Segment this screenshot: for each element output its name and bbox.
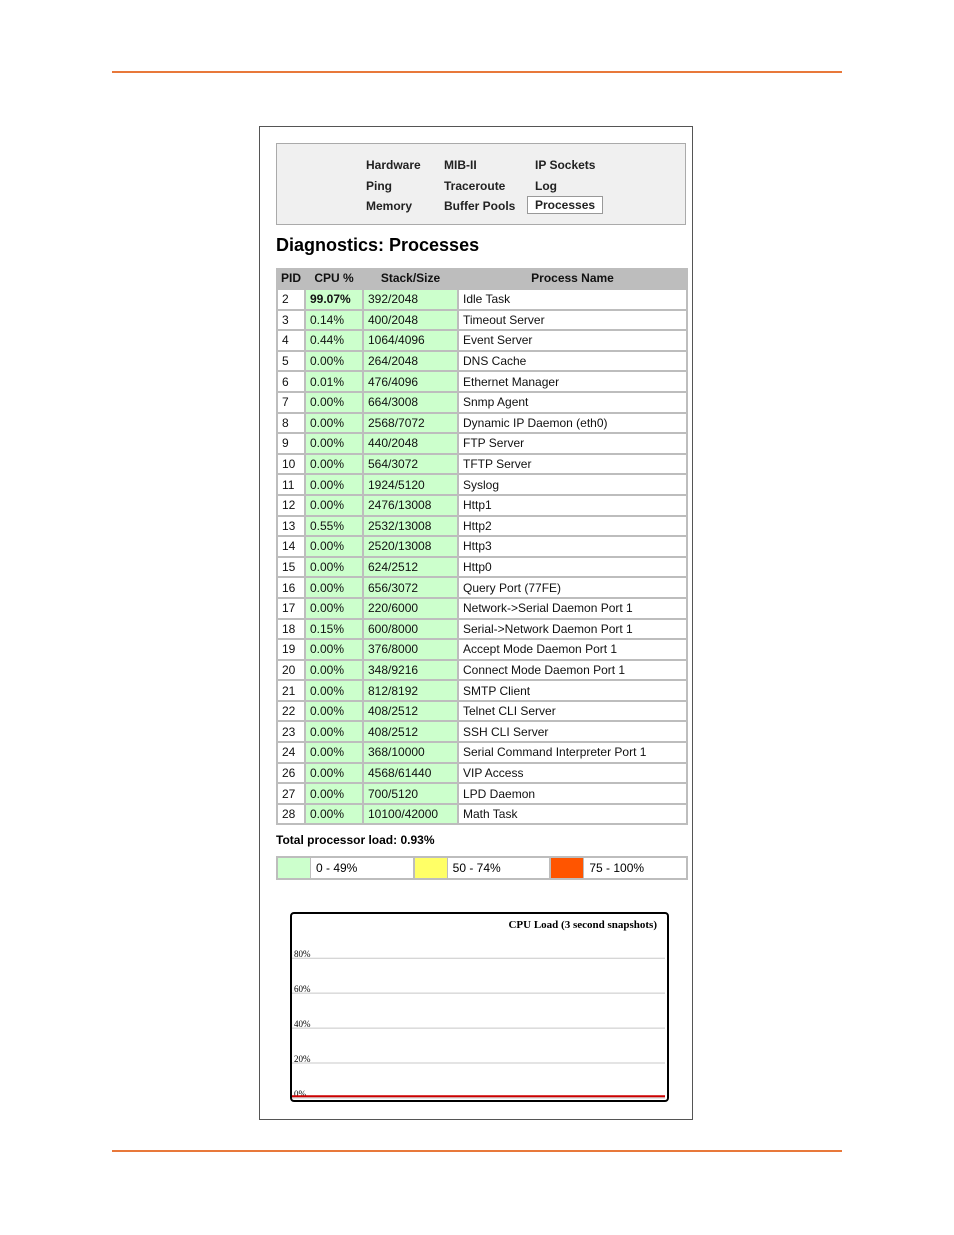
process-cpu: 0.00% <box>305 721 363 742</box>
process-stack-size: 4568/61440 <box>363 763 458 784</box>
process-pid: 11 <box>277 474 305 495</box>
process-stack-size: 564/3072 <box>363 454 458 475</box>
process-name: FTP Server <box>458 433 687 454</box>
process-pid: 9 <box>277 433 305 454</box>
process-name: Accept Mode Daemon Port 1 <box>458 639 687 660</box>
y-tick-label: 60% <box>294 984 311 995</box>
process-pid: 27 <box>277 783 305 804</box>
table-row <box>277 557 687 578</box>
process-name: Serial->Network Daemon Port 1 <box>458 619 687 640</box>
process-name: Network->Serial Daemon Port 1 <box>458 598 687 619</box>
process-pid: 10 <box>277 454 305 475</box>
process-pid: 7 <box>277 392 305 413</box>
table-row <box>277 577 687 598</box>
process-cpu: 0.00% <box>305 783 363 804</box>
process-stack-size: 400/2048 <box>363 310 458 331</box>
process-stack-size: 812/8192 <box>363 680 458 701</box>
bottom-rule <box>112 1150 842 1152</box>
process-pid: 17 <box>277 598 305 619</box>
process-cpu: 0.00% <box>305 433 363 454</box>
table-row <box>277 433 687 454</box>
process-name: LPD Daemon <box>458 783 687 804</box>
legend-swatch-high <box>551 858 584 878</box>
header-cpu: CPU % <box>305 268 363 289</box>
legend-label-high: 75 - 100% <box>589 861 645 875</box>
process-pid: 16 <box>277 577 305 598</box>
table-row <box>277 474 687 495</box>
process-cpu: 0.00% <box>305 639 363 660</box>
process-name: Math Task <box>458 804 687 825</box>
table-row <box>277 680 687 701</box>
process-name: Connect Mode Daemon Port 1 <box>458 660 687 681</box>
process-stack-size: 220/6000 <box>363 598 458 619</box>
process-cpu: 0.00% <box>305 660 363 681</box>
legend-label-mid: 50 - 74% <box>448 858 552 878</box>
process-pid: 19 <box>277 639 305 660</box>
process-name: Serial Command Interpreter Port 1 <box>458 742 687 763</box>
menu-item-processes[interactable]: Processes <box>527 196 603 214</box>
process-cpu: 0.00% <box>305 701 363 722</box>
process-stack-size: 664/3008 <box>363 392 458 413</box>
table-row <box>277 392 687 413</box>
process-pid: 23 <box>277 721 305 742</box>
process-pid: 2 <box>277 289 305 310</box>
process-cpu: 0.01% <box>305 371 363 392</box>
process-stack-size: 2520/13008 <box>363 536 458 557</box>
chart-title: CPU Load (3 second snapshots) <box>508 919 657 931</box>
table-row <box>277 701 687 722</box>
process-stack-size: 440/2048 <box>363 433 458 454</box>
process-pid: 20 <box>277 660 305 681</box>
process-pid: 18 <box>277 619 305 640</box>
header-process-name: Process Name <box>458 268 687 289</box>
menu-item-ip-sockets[interactable]: IP Sockets <box>535 158 596 172</box>
table-row <box>277 330 687 351</box>
cpu-load-chart <box>290 912 669 1102</box>
process-pid: 3 <box>277 310 305 331</box>
menu-item-traceroute[interactable]: Traceroute <box>444 179 506 193</box>
menu-item-ping[interactable]: Ping <box>366 179 392 193</box>
process-name: Idle Task <box>458 289 687 310</box>
cpu-load-chart-svg <box>292 914 667 1100</box>
y-tick-label: 80% <box>294 949 311 960</box>
menu-item-hardware[interactable]: Hardware <box>366 158 421 172</box>
process-cpu: 0.00% <box>305 474 363 495</box>
table-row <box>277 619 687 640</box>
table-row <box>277 721 687 742</box>
top-rule <box>112 71 842 73</box>
process-stack-size: 656/3072 <box>363 577 458 598</box>
menu-item-memory[interactable]: Memory <box>366 199 413 213</box>
menu-item-buffer-pools[interactable]: Buffer Pools <box>444 199 516 213</box>
diagnostics-frame <box>259 126 693 1120</box>
legend-label-low: 0 - 49% <box>311 858 415 878</box>
process-stack-size: 600/8000 <box>363 619 458 640</box>
table-row <box>277 660 687 681</box>
process-stack-size: 700/5120 <box>363 783 458 804</box>
process-name: VIP Access <box>458 763 687 784</box>
table-row <box>277 516 687 537</box>
y-tick-label: 40% <box>294 1019 311 1030</box>
process-name: Query Port (77FE) <box>458 577 687 598</box>
table-row <box>277 371 687 392</box>
process-name: Http1 <box>458 495 687 516</box>
process-name: SMTP Client <box>458 680 687 701</box>
process-stack-size: 476/4096 <box>363 371 458 392</box>
process-cpu: 0.14% <box>305 310 363 331</box>
process-cpu: 0.00% <box>305 598 363 619</box>
process-stack-size: 408/2512 <box>363 721 458 742</box>
process-name: Ethernet Manager <box>458 371 687 392</box>
process-pid: 4 <box>277 330 305 351</box>
process-name: DNS Cache <box>458 351 687 372</box>
process-pid: 13 <box>277 516 305 537</box>
header-pid: PID <box>277 268 305 289</box>
process-name: Event Server <box>458 330 687 351</box>
process-name: Telnet CLI Server <box>458 701 687 722</box>
table-row <box>277 598 687 619</box>
process-pid: 22 <box>277 701 305 722</box>
process-name: Syslog <box>458 474 687 495</box>
table-row <box>277 495 687 516</box>
y-tick-label: 0% <box>294 1089 306 1099</box>
process-name: Http3 <box>458 536 687 557</box>
process-stack-size: 2568/7072 <box>363 413 458 434</box>
table-row <box>277 536 687 557</box>
process-cpu: 0.00% <box>305 536 363 557</box>
y-tick-label: 20% <box>294 1054 311 1065</box>
process-cpu: 0.55% <box>305 516 363 537</box>
process-pid: 6 <box>277 371 305 392</box>
table-row <box>277 763 687 784</box>
process-cpu: 0.00% <box>305 557 363 578</box>
process-stack-size: 2476/13008 <box>363 495 458 516</box>
process-stack-size: 368/10000 <box>363 742 458 763</box>
process-cpu: 0.00% <box>305 680 363 701</box>
process-stack-size: 1924/5120 <box>363 474 458 495</box>
process-stack-size: 348/9216 <box>363 660 458 681</box>
process-name: Timeout Server <box>458 310 687 331</box>
menu-item-log[interactable]: Log <box>535 179 557 193</box>
process-cpu: 0.00% <box>305 454 363 475</box>
process-pid: 21 <box>277 680 305 701</box>
process-stack-size: 376/8000 <box>363 639 458 660</box>
process-cpu: 0.00% <box>305 742 363 763</box>
process-pid: 14 <box>277 536 305 557</box>
process-pid: 5 <box>277 351 305 372</box>
table-row <box>277 351 687 372</box>
process-pid: 24 <box>277 742 305 763</box>
process-pid: 12 <box>277 495 305 516</box>
process-name: SSH CLI Server <box>458 721 687 742</box>
table-row <box>277 310 687 331</box>
table-row <box>277 742 687 763</box>
menu-item-mib-ii[interactable]: MIB-II <box>444 158 477 172</box>
process-stack-size: 2532/13008 <box>363 516 458 537</box>
diagnostics-menu <box>276 143 686 225</box>
process-cpu: 0.00% <box>305 392 363 413</box>
process-pid: 8 <box>277 413 305 434</box>
process-cpu: 0.00% <box>305 413 363 434</box>
page-title: Diagnostics: Processes <box>276 235 480 255</box>
table-row <box>277 454 687 475</box>
process-name: TFTP Server <box>458 454 687 475</box>
legend-swatch-low <box>278 858 311 878</box>
process-stack-size: 10100/42000 <box>363 804 458 825</box>
table-row <box>277 783 687 804</box>
process-stack-size: 1064/4096 <box>363 330 458 351</box>
process-pid: 26 <box>277 763 305 784</box>
process-name: Http2 <box>458 516 687 537</box>
table-row <box>277 289 687 310</box>
cpu-legend <box>276 856 688 880</box>
process-stack-size: 264/2048 <box>363 351 458 372</box>
process-table <box>276 268 688 825</box>
legend-swatch-mid <box>415 858 448 878</box>
table-row <box>277 639 687 660</box>
process-cpu: 0.00% <box>305 351 363 372</box>
process-stack-size: 624/2512 <box>363 557 458 578</box>
process-name: Dynamic IP Daemon (eth0) <box>458 413 687 434</box>
process-cpu: 0.00% <box>305 804 363 825</box>
table-row <box>277 413 687 434</box>
process-stack-size: 392/2048 <box>363 289 458 310</box>
process-name: Http0 <box>458 557 687 578</box>
process-stack-size: 408/2512 <box>363 701 458 722</box>
process-pid: 15 <box>277 557 305 578</box>
process-cpu: 0.15% <box>305 619 363 640</box>
header-stack: Stack/Size <box>363 268 458 289</box>
table-header-row <box>277 268 687 289</box>
process-cpu: 0.00% <box>305 763 363 784</box>
process-cpu: 0.00% <box>305 577 363 598</box>
total-processor-load: Total processor load: 0.93% <box>276 833 435 847</box>
process-cpu: 0.44% <box>305 330 363 351</box>
process-name: Snmp Agent <box>458 392 687 413</box>
process-pid: 28 <box>277 804 305 825</box>
table-row <box>277 804 687 825</box>
process-cpu: 99.07% <box>305 289 363 310</box>
process-cpu: 0.00% <box>305 495 363 516</box>
